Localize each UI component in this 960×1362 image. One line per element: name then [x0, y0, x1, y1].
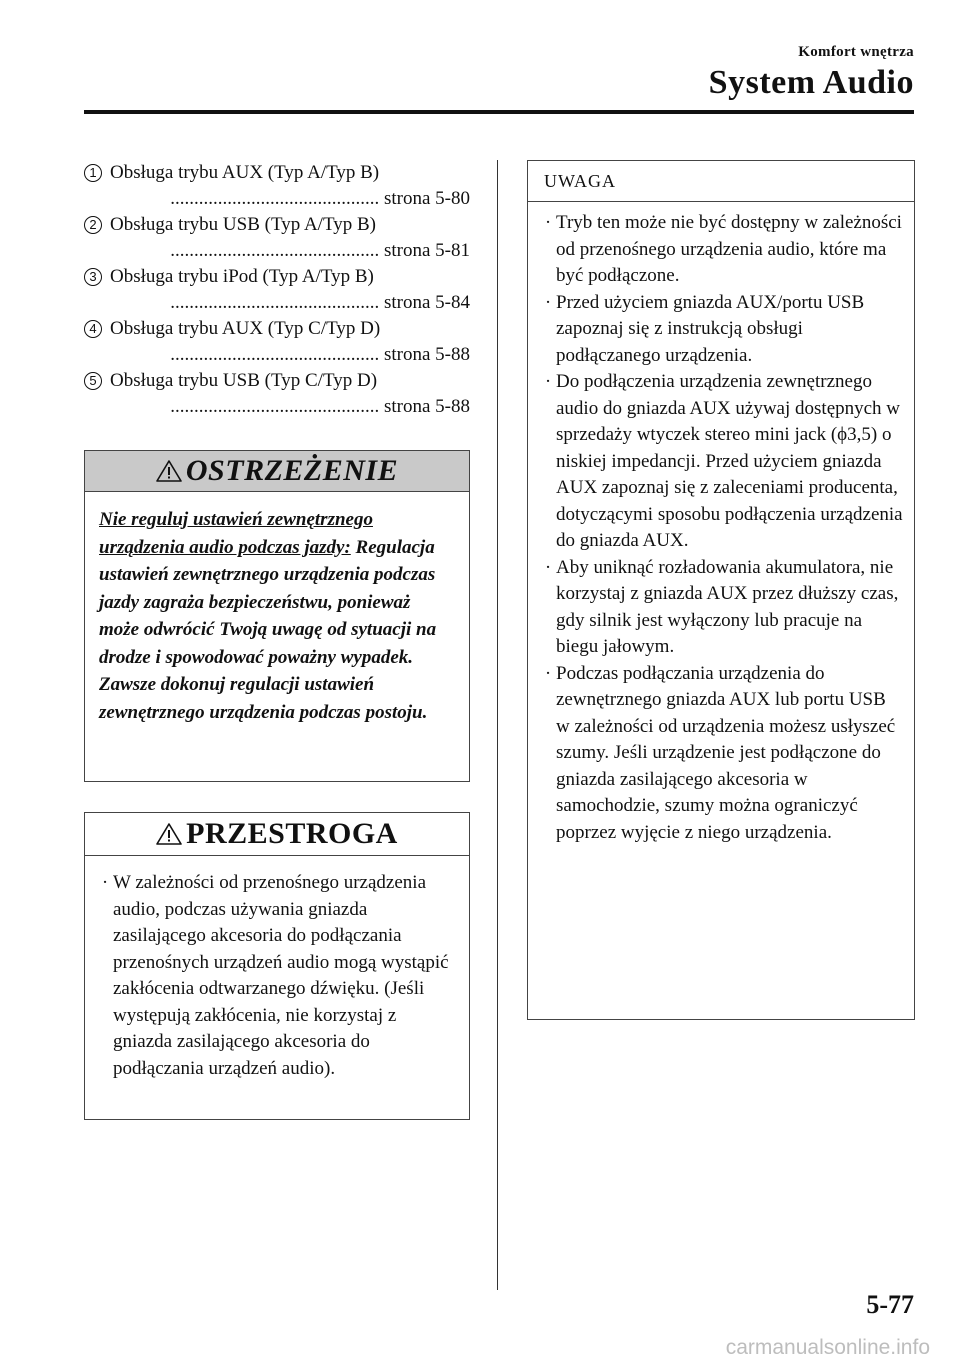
toc-page-ref: strona 5-88	[383, 344, 470, 365]
toc-title: Obsługa trybu iPod (Typ A/Typ B)	[110, 266, 374, 287]
caution-item	[97, 870, 455, 1082]
note-item	[540, 555, 904, 661]
warning-title: OSTRZEŻENIE	[185, 454, 399, 487]
warning-header	[85, 451, 469, 492]
page-number: 5-77	[866, 1290, 914, 1319]
bullet-icon: ·	[544, 212, 552, 233]
circled-number: 3	[84, 268, 102, 286]
note-box	[527, 160, 915, 1020]
toc-title: Obsługa trybu USB (Typ A/Typ B)	[110, 214, 376, 235]
dot-leader: ............................................	[170, 344, 384, 365]
dot-leader: ............................................	[170, 240, 384, 261]
caution-title: PRZESTROGA	[186, 817, 398, 850]
note-item-text: Podczas podłączania urządzenia do zewnętrznego gniazda AUX lub portu USB w zależności od urządzenia możesz usłyszeć szumy. Jeśli urządzenie jest podłączone do gniazda zasilającego akcesoria w samochodzie, szumy można ograniczyć poprzez wyjęcie z niego urządzenia.	[556, 662, 896, 843]
note-item	[540, 290, 904, 370]
dot-leader: ............................................	[170, 188, 384, 209]
note-item	[540, 210, 904, 290]
toc-item	[84, 368, 470, 420]
column-divider	[497, 160, 498, 1290]
toc-item	[84, 212, 470, 264]
toc-list	[84, 160, 470, 420]
note-item-text: Aby uniknąć rozładowania akumulatora, nie korzystaj z gniazda AUX przez dłuższy czas, gdy silnik jest wyłączony lub pracuje na biegu jałowym.	[556, 556, 899, 657]
section-label: Komfort wnętrza	[798, 44, 914, 60]
circled-number: 5	[84, 372, 102, 390]
warning-body	[85, 492, 469, 726]
toc-page-ref: strona 5-84	[383, 292, 470, 313]
toc-title: Obsługa trybu AUX (Typ A/Typ B)	[110, 162, 380, 183]
warning-triangle-icon	[156, 822, 182, 846]
caution-header	[85, 813, 469, 856]
note-body	[528, 202, 914, 846]
toc-title: Obsługa trybu AUX (Typ C/Typ D)	[110, 318, 381, 339]
note-item	[540, 369, 904, 555]
toc-item	[84, 264, 470, 316]
circled-number: 4	[84, 320, 102, 338]
watermark: carmanualsonline.info	[725, 1336, 930, 1359]
caution-body	[85, 856, 469, 1082]
note-item-text: Do podłączenia urządzenia zewnętrznego audio do gniazda AUX używaj dostępnych w sprzedaży wtyczek stereo mini jack (ϕ3,5) o niskiej impedancji. Przed użyciem gniazda AUX zapoznaj się z zaleceniami producenta, dotyczącymi sposobu podłączenia urządzenia do gniazda AUX.	[556, 371, 903, 551]
bullet-icon: ·	[101, 872, 109, 893]
bullet-icon: ·	[544, 371, 552, 392]
note-item-text: Tryb ten może nie być dostępny w zależności od przenośnego urządzenia audio, które ma być podłączone.	[556, 212, 902, 286]
toc-item	[84, 316, 470, 368]
bullet-icon: ·	[544, 662, 552, 684]
bullet-icon: ·	[544, 291, 552, 313]
dot-leader: ............................................	[170, 396, 384, 417]
warning-lead: Nie reguluj ustawień zewnętrznego urządzenia audio podczas jazdy:	[99, 509, 373, 558]
toc-title: Obsługa trybu USB (Typ C/Typ D)	[110, 370, 378, 391]
toc-page-ref: strona 5-88	[383, 396, 470, 417]
warning-triangle-icon	[156, 459, 182, 483]
page-title: System Audio	[708, 64, 914, 101]
header-rule	[84, 110, 914, 114]
note-item-text: Przed użyciem gniazda AUX/portu USB zapoznaj się z instrukcją obsługi podłączanego urządzenia.	[556, 291, 865, 366]
dot-leader: ............................................	[170, 292, 384, 313]
note-item	[540, 661, 904, 847]
bullet-icon: ·	[544, 556, 552, 578]
caution-box	[84, 812, 470, 1120]
warning-box	[84, 450, 470, 782]
note-title: UWAGA	[528, 161, 914, 202]
toc-page-ref: strona 5-80	[383, 188, 470, 209]
toc-page-ref: strona 5-81	[383, 240, 470, 261]
circled-number: 1	[84, 164, 102, 182]
warning-text: Regulacja ustawień zewnętrznego urządzenia podczas jazdy zagraża bezpieczeństwu, ponieważ może odwrócić Twoją uwagę od sytuacji na drodze i spowodować poważny wypadek. Zawsze dokonuj regulacji ustawień zewnętrznego urządzenia podczas postoju.	[99, 536, 437, 723]
caution-item-text: W zależności od przenośnego urządzenia audio, podczas używania gniazda zasilającego akcesoria do podłączania przenośnych urządzeń audio mogą wystąpić zakłócenia odtwarzanego dźwięku. (Jeśli występują zakłócenia, nie korzystaj z gniazda zasilającego akcesoria do podłączania urządzeń audio).	[113, 872, 449, 1079]
toc-item	[84, 160, 470, 212]
circled-number: 2	[84, 216, 102, 234]
